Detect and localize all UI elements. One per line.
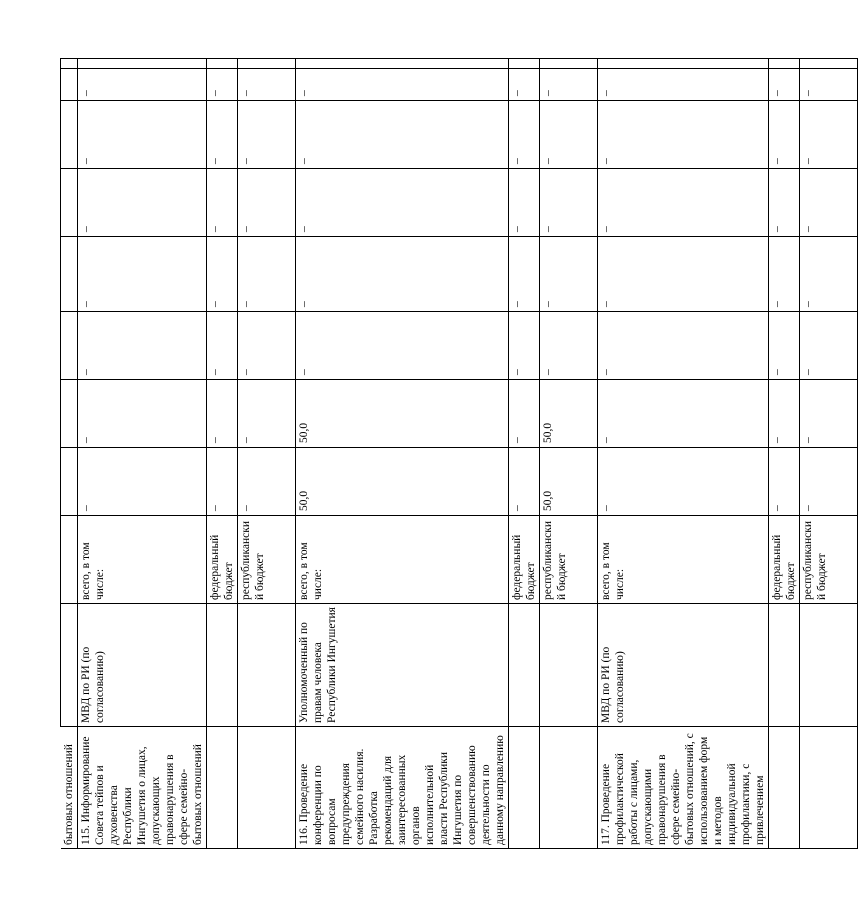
table-cell [207,604,238,727]
table-cell: – [78,312,207,380]
table-cell: 50,0 [540,448,598,516]
table-cell: – [598,101,769,169]
table-cell: – [800,101,858,169]
table-cell: – [540,312,598,380]
table-cell: республиканский бюджет [238,516,296,604]
table-cell [238,59,296,69]
table-cell: всего, в том числе: [598,516,769,604]
table-cell [769,727,800,849]
table-cell: 50,0 [296,448,509,516]
table-cell: республиканский бюджет [800,516,858,604]
table-cell: – [78,448,207,516]
table-cell [61,59,78,69]
table-cell [207,59,238,69]
table-cell: – [296,237,509,312]
table-cell [800,604,858,727]
rotated-page [60,59,828,849]
table-cell: – [598,69,769,101]
table-cell: – [800,312,858,380]
table-cell: федеральный бюджет [769,516,800,604]
table-cell: – [540,169,598,237]
table-cell: 115. Информирование Совета тейпов и духовенства Республики Ингушетия о лицах, допускающих правонарушения в сфере семейно-бытовых отношений [78,727,207,849]
table-cell [238,727,296,849]
table-cell [238,604,296,727]
table-cell: – [207,101,238,169]
table-cell [61,237,78,312]
table-cell [800,727,858,849]
table-cell: – [296,69,509,101]
table-cell: – [238,237,296,312]
table-cell: – [296,312,509,380]
table-cell: – [800,448,858,516]
table-cell: всего, в том числе: [78,516,207,604]
table-cell [207,727,238,849]
table-cell: – [207,169,238,237]
table-cell: – [769,69,800,101]
table-row [61,59,78,849]
table-cell: всего, в том числе: [296,516,509,604]
table-cell: 50,0 [540,380,598,448]
table-row [800,59,858,849]
table-cell: – [78,101,207,169]
table-cell: – [800,69,858,101]
table-cell [61,169,78,237]
table-cell [61,69,78,101]
table-cell [598,59,769,69]
table-cell: – [769,312,800,380]
table-cell: – [598,312,769,380]
table-cell [61,312,78,380]
table-cell: – [800,237,858,312]
table-cell: – [769,380,800,448]
table-cell: – [238,169,296,237]
table-cell: – [238,69,296,101]
table-cell: – [238,312,296,380]
table-row [509,59,540,849]
table-cell [769,604,800,727]
table-body [61,59,858,849]
table-cell: – [598,169,769,237]
table-cell: МВД по РИ (по согласованию) [598,604,769,727]
table-cell: – [598,448,769,516]
table-cell [769,59,800,69]
table-cell: – [207,380,238,448]
table-cell: – [78,69,207,101]
table-cell [61,516,78,604]
budget-table [60,58,858,849]
table-row [296,59,509,849]
table-row [769,59,800,849]
table-cell: – [769,101,800,169]
table-cell: – [78,380,207,448]
table-cell: – [598,380,769,448]
table-cell [61,101,78,169]
table-cell: – [509,169,540,237]
table-cell: – [509,237,540,312]
table-cell [296,59,509,69]
table-cell [540,727,598,849]
table-cell: федеральный бюджет [509,516,540,604]
table-cell: 50,0 [296,380,509,448]
table-cell: – [207,69,238,101]
table-cell: республиканский бюджет [540,516,598,604]
table-cell: – [296,101,509,169]
table-cell [61,604,78,727]
table-cell: – [769,169,800,237]
table-cell: – [540,101,598,169]
table-cell: – [238,448,296,516]
table-cell: – [598,237,769,312]
table-cell: – [207,448,238,516]
table-cell: Уполномоченный по правам человека Республики Ингушетия [296,604,509,727]
table-cell: – [207,237,238,312]
table-cell: – [769,448,800,516]
table-cell: – [238,380,296,448]
table-cell: 116. Проведение конференции по вопросам предупреждения семейного насилия. Разработка рекомендаций для заинтересованных органов исполнительной власти Республики Ингушетия по совершенствованию деятельности по данному направлению [296,727,509,849]
table-cell: – [509,69,540,101]
table-row [238,59,296,849]
table-cell: – [296,169,509,237]
table-cell: – [78,169,207,237]
table-cell: – [540,69,598,101]
table-cell [509,59,540,69]
table-cell: – [509,101,540,169]
table-cell: МВД по РИ (по согласованию) [78,604,207,727]
table-cell [61,448,78,516]
table-cell: – [769,237,800,312]
table-cell [540,604,598,727]
table-cell: – [78,237,207,312]
table-cell: – [509,448,540,516]
table-cell [61,380,78,448]
table-cell: 117. Проведение профилактической работы с лицами, допускающими правонарушения в сфере семейно-бытовых отношений, с использованием форм и методов индивидуальной профилактики, с привлечением [598,727,769,849]
table-cell [509,727,540,849]
table-row [207,59,238,849]
table-cell: федеральный бюджет [207,516,238,604]
table-row [540,59,598,849]
table-row [78,59,207,849]
table-cell [800,59,858,69]
table-cell: – [509,312,540,380]
table-cell: – [540,237,598,312]
table-cell [509,604,540,727]
table-cell [540,59,598,69]
table-cell: – [800,380,858,448]
table-row [598,59,769,849]
table-cell [78,59,207,69]
table-cell: – [238,101,296,169]
table-cell: – [207,312,238,380]
table-cell: – [800,169,858,237]
table-cell: бытовых отношений [61,727,78,849]
table-cell: – [509,380,540,448]
